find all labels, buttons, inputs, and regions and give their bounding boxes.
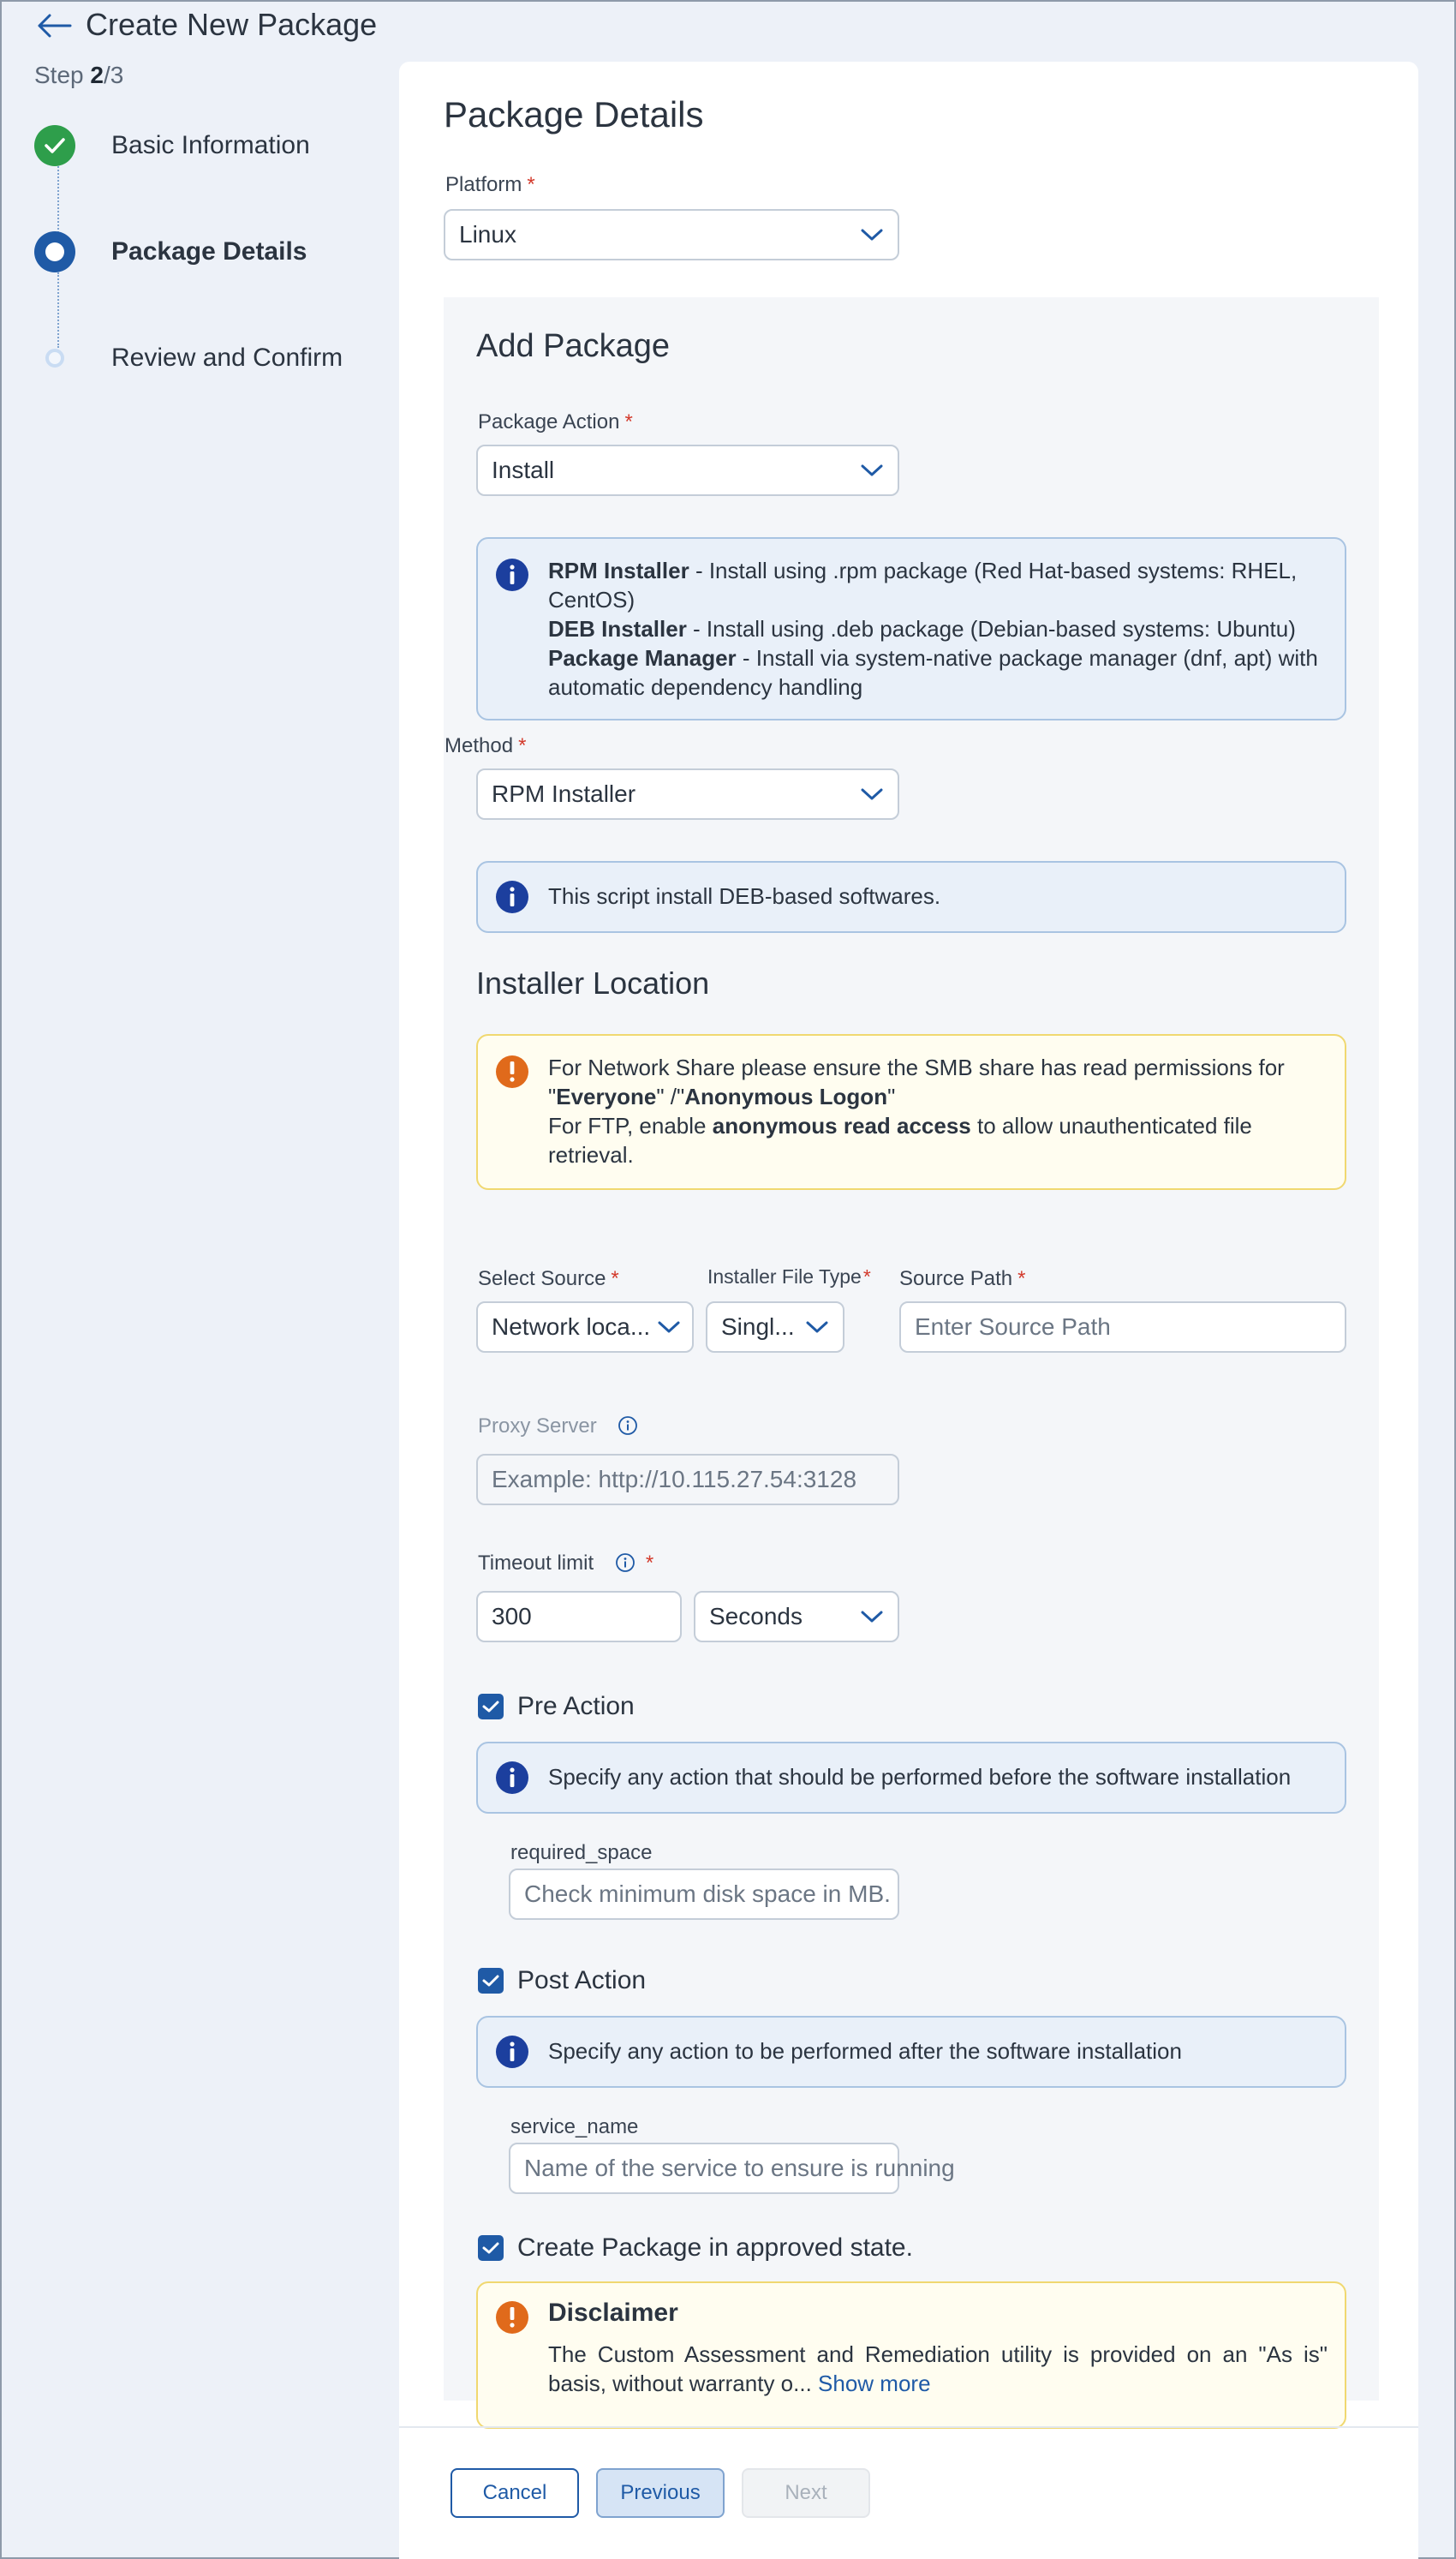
disclaimer-text: The Custom Assessment and Remediation utility is provided on an "As is" basis, without warranty o... Show more bbox=[548, 2341, 1328, 2396]
step-label: Package Details bbox=[111, 237, 307, 266]
installer-file-type-label: Installer File Type* bbox=[707, 1265, 871, 1288]
post-action-info-text: Specify any action to be performed after the software installation bbox=[548, 2038, 1182, 2064]
method-label: Method * bbox=[445, 734, 527, 757]
proxy-server-input[interactable]: Example: http://10.115.27.54:3128 bbox=[476, 1454, 899, 1505]
timeout-value-input[interactable]: 300 bbox=[476, 1591, 682, 1642]
step-indicator: Step 2/3 bbox=[34, 62, 124, 88]
method-select[interactable]: RPM Installer bbox=[476, 768, 899, 820]
page-title: Create New Package bbox=[86, 7, 378, 42]
info-icon bbox=[495, 880, 529, 914]
platform-select[interactable]: Linux bbox=[444, 209, 899, 260]
disclaimer-box bbox=[476, 2281, 1346, 2429]
show-more-link[interactable]: Show more bbox=[818, 2371, 931, 2396]
back-arrow-icon[interactable] bbox=[34, 9, 72, 43]
service-name-input[interactable]: Name of the service to ensure is running bbox=[509, 2143, 899, 2194]
post-action-info bbox=[476, 2016, 1346, 2088]
step-basic-information[interactable] bbox=[34, 120, 310, 171]
exclamation-icon bbox=[495, 2300, 529, 2335]
next-button[interactable]: Next bbox=[742, 2468, 870, 2518]
chevron-down-icon bbox=[805, 1319, 829, 1335]
info-outline-icon[interactable] bbox=[618, 1415, 638, 1436]
select-source-label: Select Source * bbox=[478, 1267, 619, 1290]
cancel-button[interactable]: Cancel bbox=[451, 2468, 579, 2518]
package-details-card bbox=[399, 62, 1418, 2559]
exclamation-icon bbox=[495, 1055, 529, 1089]
step-label: Review and Confirm bbox=[111, 344, 343, 372]
check-icon bbox=[34, 125, 75, 166]
pre-action-label: Pre Action bbox=[517, 1692, 635, 1720]
info-icon bbox=[495, 558, 529, 592]
approved-state-label: Create Package in approved state. bbox=[517, 2233, 913, 2262]
smb-warning-line: For Network Share please ensure the SMB share has read permissions for bbox=[548, 1055, 1285, 1080]
installer-location-warning bbox=[476, 1034, 1346, 1190]
step-label: Basic Information bbox=[111, 131, 310, 159]
info-outline-icon[interactable] bbox=[615, 1552, 636, 1573]
pre-action-param-label: required_space bbox=[510, 1841, 653, 1864]
rpm-info-line: RPM Installer - Install using .rpm package (Red Hat-based systems: RHEL, CentOS) bbox=[548, 558, 1298, 613]
ftp-warning-line: For FTP, enable anonymous read access to allow unauthenticated file retrieval. bbox=[548, 1113, 1252, 1168]
info-icon bbox=[495, 2035, 529, 2069]
chevron-down-icon bbox=[860, 1609, 884, 1624]
step-package-details[interactable] bbox=[34, 226, 307, 278]
deb-info-line: DEB Installer - Install using .deb package (Debian-based systems: Ubuntu) bbox=[548, 616, 1296, 642]
post-action-param-label: service_name bbox=[510, 2115, 639, 2138]
approved-state-checkbox[interactable] bbox=[478, 2235, 504, 2261]
pre-action-info-text: Specify any action that should be performed before the software installation bbox=[548, 1764, 1292, 1790]
post-action-checkbox[interactable] bbox=[478, 1968, 504, 1994]
smb-warning-groups: "Everyone" /"Anonymous Logon" bbox=[548, 1084, 896, 1109]
disclaimer-title: Disclaimer bbox=[548, 2299, 678, 2327]
info-icon bbox=[495, 1761, 529, 1795]
method-info bbox=[476, 861, 1346, 933]
method-info-text: This script install DEB-based softwares. bbox=[548, 883, 941, 909]
footer-divider bbox=[399, 2426, 1418, 2428]
package-action-label: Package Action * bbox=[478, 410, 633, 433]
post-action-label: Post Action bbox=[517, 1966, 647, 1994]
platform-label: Platform * bbox=[445, 173, 535, 196]
source-path-input[interactable]: Enter Source Path bbox=[899, 1301, 1346, 1353]
timeout-limit-label: Timeout limit * bbox=[478, 1552, 654, 1575]
installer-location-title: Installer Location bbox=[476, 966, 710, 1001]
chevron-down-icon bbox=[860, 463, 884, 478]
add-package-title: Add Package bbox=[476, 328, 671, 364]
pre-action-info bbox=[476, 1742, 1346, 1814]
section-title: Package Details bbox=[444, 94, 704, 135]
installer-file-type-select[interactable]: Singl... bbox=[706, 1301, 844, 1353]
pending-step-icon bbox=[34, 338, 75, 379]
chevron-down-icon bbox=[860, 227, 884, 242]
required-space-input[interactable]: Check minimum disk space in MB. bbox=[509, 1868, 899, 1920]
select-source-dropdown[interactable]: Network loca... bbox=[476, 1301, 694, 1353]
package-manager-info-line: Package Manager - Install via system-native package manager (dnf, apt) with automatic dependency handling bbox=[548, 645, 1318, 700]
source-path-label: Source Path * bbox=[899, 1267, 1026, 1290]
current-step-icon bbox=[34, 231, 75, 272]
timeout-unit-select[interactable]: Seconds bbox=[694, 1591, 899, 1642]
package-action-select[interactable]: Install bbox=[476, 445, 899, 496]
add-package-panel bbox=[444, 297, 1379, 2401]
chevron-down-icon bbox=[860, 786, 884, 802]
step-review-and-confirm[interactable] bbox=[34, 332, 343, 384]
proxy-server-label: Proxy Server bbox=[478, 1414, 638, 1438]
chevron-down-icon bbox=[657, 1319, 681, 1335]
package-action-info bbox=[476, 537, 1346, 720]
previous-button[interactable]: Previous bbox=[596, 2468, 725, 2518]
pre-action-checkbox[interactable] bbox=[478, 1694, 504, 1719]
